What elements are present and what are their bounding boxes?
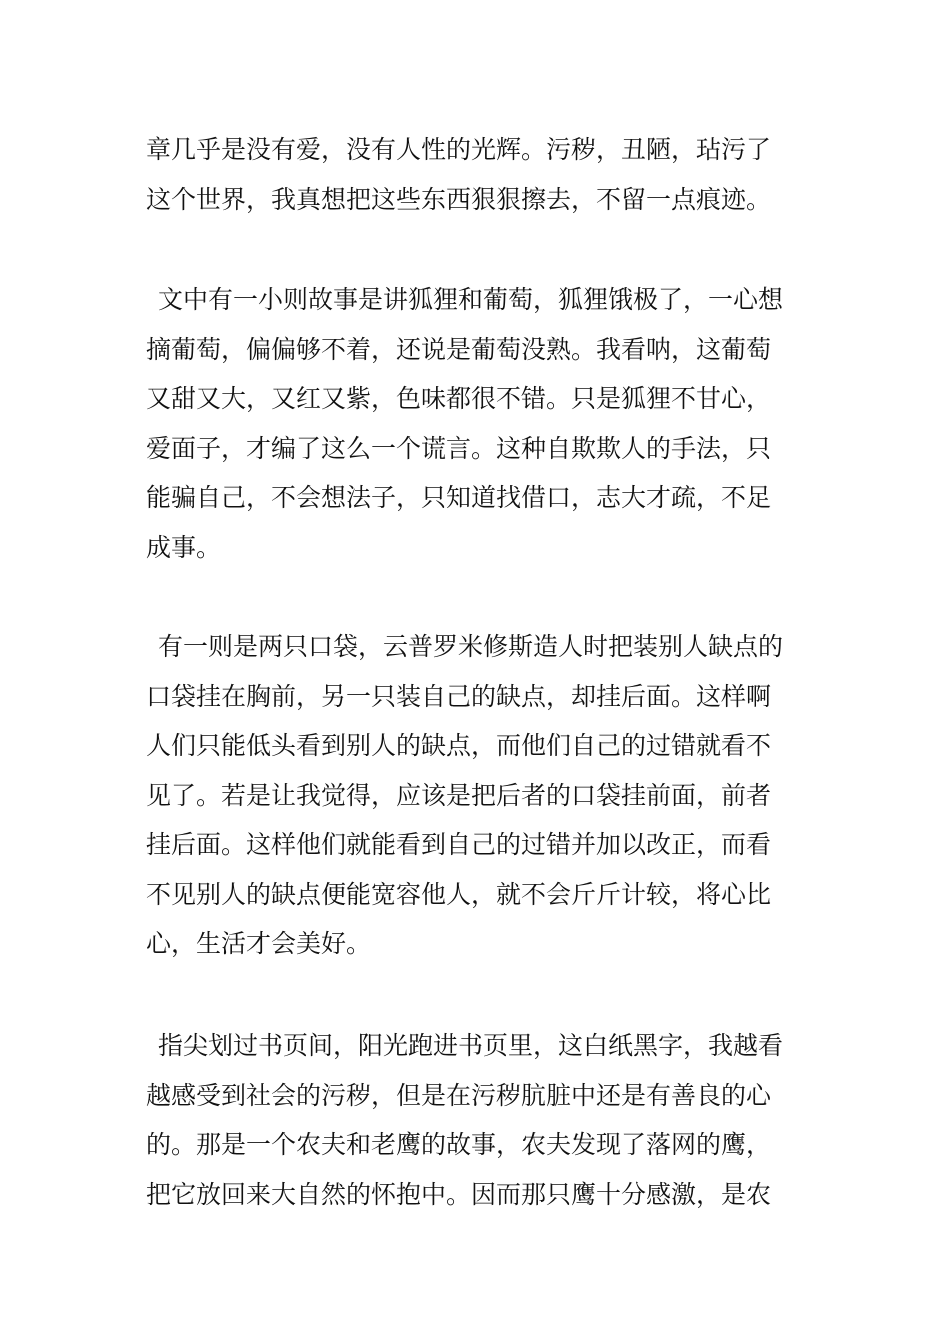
text-line: 心，生活才会美好。 — [146, 929, 372, 958]
text-line: 爱面子，才编了这么一个谎言。这种自欺欺人的手法，只 — [146, 433, 772, 463]
text-line: 又甜又大，又红又紫，色味都很不错。只是狐狸不甘心， — [146, 384, 772, 413]
text-line: 有一则是两只口袋，云普罗米修斯造人时把装别人缺点的 — [158, 632, 784, 661]
text-line: 摘葡萄，偏偏够不着，还说是葡萄没熟。我看呐，这葡萄 — [146, 334, 772, 364]
text-line: 文中有一小则故事是讲狐狸和葡萄，狐狸饿极了，一心想 — [158, 285, 784, 314]
paragraph-3 — [146, 622, 814, 969]
text-line: 的。那是一个农夫和老鹰的故事，农夫发现了落网的鹰， — [146, 1130, 772, 1159]
text-line: 见了。若是让我觉得，应该是把后者的口袋挂前面，前者 — [146, 780, 772, 810]
text-line: 越感受到社会的污秽，但是在污秽肮脏中还是有善良的心 — [146, 1080, 772, 1110]
text-line: 挂后面。这样他们就能看到自己的过错并加以改正，而看 — [146, 830, 772, 859]
text-line: 能骗自己，不会想法子，只知道找借口，志大才疏，不足 — [146, 483, 772, 512]
text-line: 把它放回来大自然的怀抱中。因而那只鹰十分感激，是农 — [146, 1179, 772, 1209]
paragraph-4 — [146, 1021, 814, 1219]
text-line: 不见别人的缺点便能宽容他人，就不会斤斤计较，将心比 — [146, 879, 772, 909]
text-line: 人们只能低头看到别人的缺点，而他们自己的过错就看不 — [146, 731, 772, 760]
text-line: 口袋挂在胸前，另一只装自己的缺点，却挂后面。这样啊 — [146, 681, 772, 711]
paragraph-2 — [146, 275, 814, 572]
text-line: 章几乎是没有爱，没有人性的光辉。污秽，丑陋，玷污了 — [146, 135, 772, 164]
text-line: 成事。 — [146, 532, 222, 562]
paragraph-1 — [146, 125, 814, 224]
text-line: 指尖划过书页间，阳光跑进书页里，这白纸黑字，我越看 — [158, 1031, 784, 1060]
text-line: 这个世界，我真想把这些东西狠狠擦去，不留一点痕迹。 — [146, 184, 772, 214]
